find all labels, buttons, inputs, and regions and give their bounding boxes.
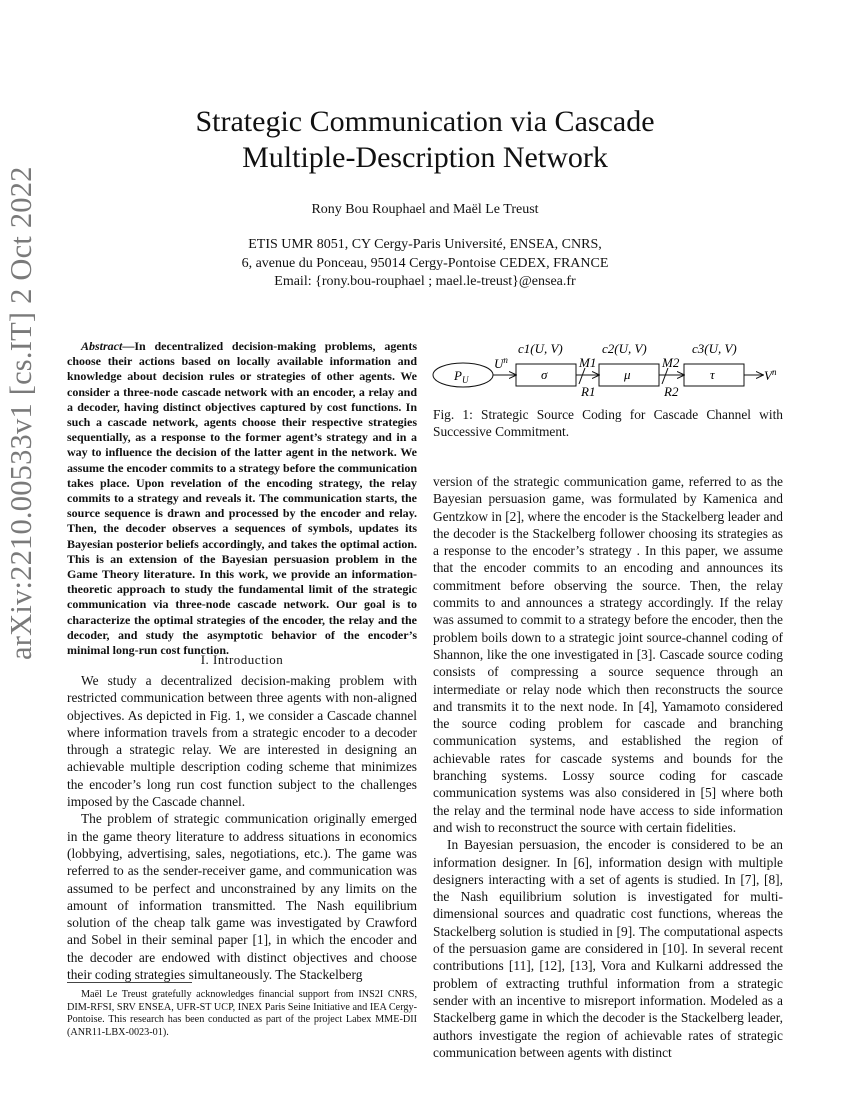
footnote-text: Maël Le Treust gratefully acknowledges financial support from INS2I CNRS, DIM-RFSI, SRV ENSEA, UFR-ST UCP, INEX Paris Seine Initiative and IEA Cergy-Pontoise. This research has been conducted as part of the project Labex MME-DII (ANR11-LBX-0023-01). (67, 989, 417, 1038)
abstract-label: Abstract (81, 339, 123, 353)
intro-paragraph-2: The problem of strategic communication originally emerged in the game theory literature to address situations in economics (lobbying, advertising, sales, negotiations, etc.). The game was referred to as the sender-receiver game, and communication was assumed to be perfect and unconstrained by any limits on the amount of information transmitted. The Nash equilibrium solution of the cheap talk game was investigated by Crawford and Sobel in their seminal paper [1], in which the encoder and the decoder are endowed with distinct objectives and choose their coding strategies simultaneously. The Stackelberg (67, 811, 417, 983)
affiliation-line-1: ETIS UMR 8051, CY Cergy-Paris Université, ENSEA, CNRS, (248, 237, 602, 252)
u-label: $U^n$ (494, 355, 508, 371)
footnote (67, 989, 417, 1039)
link-2-slash (662, 368, 668, 384)
r2-label: R2 (664, 384, 679, 399)
right-column-body (433, 473, 783, 1061)
right-paragraph-1: version of the strategic communication game, referred to as the Bayesian persuasion game, was formulated by Kamenica and Gentzkow in [2], where the encoder is the Stackelberg leader and the decoder is the Stackelberg follower choosing its strategies as a response to the encoder’s strategy . In this paper, we assume that the encoder commits to an encoding and announces its commitment before observing the source. Then, the relay commits to and announces a strategy accordingly. If the relay was assumed to commit to a strategy before the encoder, then the problem boils down to a strategic joint source-channel coding of Shannon, like the one investigated in [3]. Cascade source coding consists of compressing a source sequence through an intermediate or relay node which then reconstructs the source and transmits it to the next node. In [4], Yamamoto considered the source coding problem for cascade and branching communication systems, and established the region of achievable rates for cascade systems and bounds for the branching systems. Lossy source coding for cascade communication systems was also considered in [5] where both the relay and the terminal node have access to side information and wish to reconstruct the source with certain fidelities. (433, 474, 783, 835)
title-line-2: Multiple-Description Network (242, 141, 608, 174)
m1-label: M1 (579, 355, 597, 370)
footnote-rule (67, 982, 192, 983)
intro-paragraph-1: We study a decentralized decision-making problem with restricted communication between three agents with non-aligned objectives. As depicted in Fig. 1, we consider a Cascade channel where information travels from a strategic encoder to a decoder through a strategic relay. We are interested in designing an achievable multiple description coding scheme that minimizes the encoder’s long run cost function subject to the challenges imposed by the Cascade channel. (67, 673, 417, 810)
r1-label: R1 (581, 384, 596, 399)
author-list: Rony Bou Rouphael and Maël Le Treust (311, 202, 539, 217)
arxiv-identifier-text: arXiv:2210.00533v1 [cs.IT] 2 Oct 2022 (4, 166, 38, 660)
figure-caption: Fig. 1: Strategic Source Coding for Cascade Channel with Successive Commitment. (433, 407, 783, 440)
affiliation (0, 236, 850, 292)
encoder-symbol: σ (541, 367, 548, 382)
section-heading-introduction: I. Introduction (200, 652, 284, 667)
introduction-body (67, 672, 417, 983)
affiliation-email: Email: {rony.bou-rouphael ; mael.le-treust}@ensea.fr (274, 274, 576, 289)
link-1-slash (579, 368, 585, 384)
relay-symbol: μ (624, 367, 631, 382)
abstract (67, 339, 417, 658)
relay-cost: c2(U, V) (602, 341, 647, 356)
cascade-channel-diagram (432, 338, 784, 403)
m2-label: M2 (662, 355, 680, 370)
decoder-symbol: τ (710, 367, 715, 382)
source-label: $P_U$ (454, 368, 469, 385)
affiliation-line-2: 6, avenue du Ponceau, 95014 Cergy-Pontoise CEDEX, FRANCE (241, 255, 609, 271)
paper-title (0, 104, 850, 176)
title-line-1: Strategic Communication via Cascade (195, 105, 655, 138)
encoder-cost: c1(U, V) (518, 341, 563, 356)
abstract-text: —In decentralized decision-making problems, agents choose their actions based on locally available information and knowledge about decision rules or strategies of other agents. We consider a three-node cascade network with an encoder, a relay and a decoder, having distinct objectives captured by cost functions. In such a cascade network, agents choose their respective strategies sequentially, as a response to the former agent’s strategy and in a way to influence the decision of the latter agent in the network. We assume the encoder commits to a strategy before the communication takes place. Upon revelation of the encoding strategy, the relay commits to a strategy and reveals it. The communication starts, the source sequence is drawn and processed by the encoder and relay. Then, the decoder observes a sequences of symbols, updates its Bayesian posterior beliefs accordingly, and takes the optimal action. This is an extension of the Bayesian persuasion problem in the Game Theory literature. In this work, we provide an information-theoretic approach to study the fundamental limit of the strategic communication via three-node cascade network. Our goal is to characterize the optimal strategies of the encoder, the relay and the decoder, and study the asymptotic behavior of the encoder’s minimal long-run cost function. (67, 339, 417, 658)
v-label: $V^n$ (764, 367, 777, 383)
right-paragraph-2: In Bayesian persuasion, the encoder is considered to be an information designer. In [6], information design with multiple designers interacting with a set of agents is studied. In [7], [8], the Nash equilibrium solution is investigated for multi-dimensional sources and quadratic cost functions, whereas the Stackelberg solution is studied in [9]. The computational aspects of the persuasion game are considered in [10]. In several recent contributions [11], [12], [13], Vora and Kulkarni addressed the problem of extracting truthful information from a strategic sender with an incentive to misreport information. Modeled as a Stackelberg game in which the decoder is the Stackelberg leader, authors investigate the region of achievable rates of strategic communication between agents with distinct (433, 837, 783, 1060)
decoder-cost: c3(U, V) (692, 341, 737, 356)
